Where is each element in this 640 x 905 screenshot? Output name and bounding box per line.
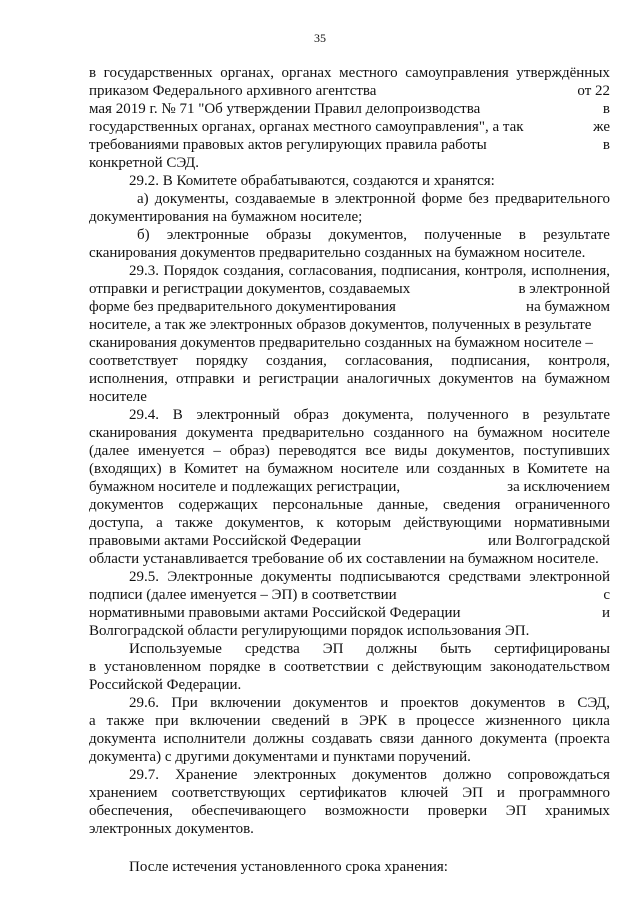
text-segment: также — [175, 515, 213, 531]
text-line — [89, 82, 610, 100]
text-segment: (проекта — [554, 731, 610, 747]
text-segment: местного — [339, 65, 398, 81]
text-segment: документов — [470, 695, 546, 711]
text-segment: в — [169, 461, 177, 477]
text-segment: мая 2019 г. № 71 "Об утверждении Правил делопроизводства — [89, 101, 481, 117]
text-segment: бумажном — [477, 425, 543, 441]
text-segment: 29.5. — [129, 569, 159, 585]
text-line: 29.2. В Комитете обрабатываются, создаются и хранятся: — [129, 173, 495, 189]
text-segment: на — [595, 461, 610, 477]
text-segment: Комитете — [527, 461, 588, 477]
text-segment: (входящих) — [89, 461, 162, 477]
text-segment: переводятся — [278, 443, 357, 459]
text-segment: связи — [379, 731, 415, 747]
text-segment: носителе — [551, 425, 610, 441]
text-segment: и — [601, 605, 610, 621]
text-segment: государственных — [103, 65, 213, 81]
text-segment: контроля, — [464, 263, 527, 279]
text-segment: и — [380, 695, 389, 711]
text-segment: на — [453, 425, 469, 441]
text-segment: возможности — [324, 803, 410, 819]
text-segment: созданного — [373, 425, 445, 441]
text-segment: При — [171, 695, 198, 711]
text-line — [89, 100, 610, 118]
text-segment: быть — [440, 641, 472, 657]
text-line — [89, 352, 610, 370]
text-line: документирования на бумажном носителе; — [89, 209, 363, 225]
text-segment: и — [496, 785, 505, 801]
text-line — [89, 496, 610, 514]
text-segment: данные, — [377, 497, 429, 513]
text-segment: при — [155, 713, 179, 729]
text-segment: электронные — [166, 227, 249, 243]
text-segment: действующими — [403, 515, 502, 531]
text-segment: ЭП — [462, 785, 483, 801]
text-segment: В — [172, 407, 183, 423]
text-segment: или — [406, 461, 430, 477]
text-segment: создания, — [223, 263, 285, 279]
text-segment: документа, — [342, 407, 414, 423]
text-line — [89, 712, 610, 730]
text-segment: сертификатов — [299, 785, 387, 801]
text-line — [89, 118, 610, 136]
text-segment: на бумажном — [526, 299, 610, 315]
text-line — [129, 262, 610, 280]
text-segment: обеспечения, — [89, 803, 173, 819]
text-segment: документов — [293, 695, 368, 711]
text-segment: Комитет — [183, 461, 238, 477]
text-line — [89, 298, 610, 316]
page-number: 35 — [314, 31, 326, 45]
text-line — [89, 370, 610, 388]
text-segment: сканирования — [89, 425, 177, 441]
text-segment: документы, — [154, 191, 229, 207]
text-segment: документов — [89, 497, 164, 513]
text-segment: в — [602, 101, 610, 117]
text-line: сканирования документов предварительно созданных на бумажном носителе – — [89, 335, 593, 351]
text-segment: контроля, — [548, 353, 610, 369]
text-segment: – — [213, 443, 221, 459]
text-segment: электронной — [529, 569, 610, 585]
text-segment: хранением — [89, 785, 158, 801]
text-segment: в — [268, 659, 276, 675]
text-line — [137, 226, 610, 244]
text-segment: предварительно — [262, 425, 365, 441]
text-segment: нормативными правовыми актами Российской Федерации — [89, 605, 461, 621]
text-segment: правовыми актами Российской Федерации — [89, 533, 362, 549]
text-line: сканирования документов предварительно созданных на бумажном носителе. — [89, 245, 586, 261]
text-line: носителе — [89, 389, 147, 405]
text-segment: в — [518, 227, 526, 243]
text-segment: ЭП — [322, 641, 344, 657]
text-segment: образы — [266, 227, 312, 243]
text-segment: от 22 — [577, 83, 610, 99]
text-segment: приказом Федерального архивного агентства — [89, 83, 377, 99]
text-segment: аналогичных — [346, 371, 431, 387]
text-segment: хранимых — [545, 803, 610, 819]
text-segment: должны — [366, 641, 418, 657]
text-segment: которым — [336, 515, 392, 531]
text-segment: создаваемые — [235, 191, 316, 207]
text-segment: именуется — [138, 443, 205, 459]
text-line: области устанавливается требование об их составлении на бумажном носителе. — [89, 551, 599, 567]
text-segment: документы — [261, 569, 332, 585]
text-segment: созданных — [437, 461, 506, 477]
text-segment: документов — [438, 371, 514, 387]
text-segment: законодательством — [489, 659, 610, 675]
text-line — [89, 442, 610, 460]
text-line: документа) с другими документами и пунктами поручений. — [89, 749, 471, 765]
text-segment: электронной — [334, 191, 416, 207]
text-segment: образ) — [229, 443, 270, 459]
text-segment: включении — [189, 713, 261, 729]
text-segment: б) — [137, 227, 150, 243]
text-segment: подписи (далее именуется – ЭП) в соответствии — [89, 587, 397, 603]
text-segment: поступивших — [523, 443, 610, 459]
text-segment: включении — [210, 695, 281, 711]
text-line — [89, 604, 610, 622]
text-segment: жизненного — [485, 713, 562, 729]
text-segment: результате — [543, 407, 610, 423]
text-segment: виды — [394, 443, 428, 459]
text-segment: Порядок — [163, 263, 219, 279]
text-segment: документа — [186, 425, 254, 441]
text-segment: отправки и регистрации документов, создаваемых — [89, 281, 411, 297]
text-line: электронных документов. — [89, 821, 254, 837]
text-segment: нормативными — [514, 515, 610, 531]
text-segment: все — [365, 443, 386, 459]
text-segment: с — [376, 659, 384, 675]
text-segment: или Волгоградской — [487, 533, 610, 549]
text-segment: документов, — [225, 515, 304, 531]
text-segment: в — [321, 191, 329, 207]
text-segment: требованиями правовых актов регулирующих правила работы — [89, 137, 487, 153]
text-segment: процессе — [416, 713, 475, 729]
text-segment: государственных органах, органах местного самоуправления", а так — [89, 119, 524, 135]
text-segment: полученного — [427, 407, 509, 423]
text-line — [89, 424, 610, 442]
text-segment: 29.3. — [129, 263, 159, 279]
text-segment: бумажном носителе и подлежащих регистрации, — [89, 479, 401, 495]
text-segment: предварительного — [494, 191, 610, 207]
text-segment: в — [340, 713, 349, 729]
text-line — [89, 478, 610, 496]
text-segment: доступа, — [89, 515, 144, 531]
text-line: конкретной СЭД. — [89, 155, 199, 171]
text-segment: содержащих — [178, 497, 258, 513]
text-segment: Используемые — [129, 641, 222, 657]
text-segment: бумажном — [267, 461, 334, 477]
text-segment: образ — [293, 407, 329, 423]
text-segment: документов, — [328, 227, 408, 243]
text-segment: средствами — [448, 569, 521, 585]
text-segment: СЭД, — [577, 695, 610, 711]
text-segment: соответствует — [89, 353, 178, 369]
text-segment: в — [602, 137, 610, 153]
text-segment: ЭП — [505, 803, 527, 819]
text-segment: в — [89, 659, 97, 675]
text-segment: к — [316, 515, 324, 531]
text-line — [89, 460, 610, 478]
text-segment: действующим — [391, 659, 482, 675]
text-segment: в электронной — [518, 281, 610, 297]
text-segment: результате — [543, 227, 610, 243]
text-segment: отправки — [176, 371, 235, 387]
text-segment: регистрации — [258, 371, 339, 387]
text-segment: документа — [89, 731, 157, 747]
text-segment: сведений — [271, 713, 330, 729]
text-segment: документов, — [436, 443, 515, 459]
text-segment: утверждённых — [516, 65, 610, 81]
text-segment: сертифицированы — [494, 641, 610, 657]
text-segment: ЭРК — [359, 713, 388, 729]
text-line — [89, 586, 610, 604]
text-segment: подписания, — [451, 353, 531, 369]
text-segment: подписания, — [381, 263, 461, 279]
text-line — [89, 514, 610, 532]
text-segment: с — [603, 587, 610, 603]
text-segment: средства — [244, 641, 300, 657]
text-segment: органах — [281, 65, 332, 81]
text-segment: (далее — [89, 443, 130, 459]
text-segment: проверки — [427, 803, 488, 819]
text-segment: носителе — [340, 461, 399, 477]
text-segment: ограниченного — [515, 497, 610, 513]
text-segment: в — [557, 695, 565, 711]
text-line: Волгоградской области регулирующими порядок использования ЭП. — [89, 623, 530, 639]
text-line — [89, 802, 610, 820]
text-segment: программного — [518, 785, 610, 801]
text-segment: полученные — [424, 227, 502, 243]
text-segment: же — [593, 119, 610, 135]
text-segment: исполнители — [163, 731, 246, 747]
text-segment: Хранение — [175, 767, 238, 783]
text-segment: в — [398, 713, 406, 729]
text-segment: документа — [480, 731, 548, 747]
text-segment: сопровождаться — [507, 767, 610, 783]
text-segment: цикла — [572, 713, 610, 729]
text-line — [129, 640, 610, 658]
text-line — [89, 532, 610, 550]
text-segment: 29.6. — [129, 695, 159, 711]
text-segment: в — [522, 407, 530, 423]
text-line — [89, 280, 610, 298]
text-line: После истечения установленного срока хранения: — [129, 859, 448, 875]
text-segment: на — [521, 371, 537, 387]
text-segment: исполнения, — [531, 263, 610, 279]
text-segment: Электронные — [167, 569, 253, 585]
text-line — [137, 190, 610, 208]
text-segment: 29.7. — [129, 767, 159, 783]
text-line — [129, 406, 610, 424]
text-line — [89, 784, 610, 802]
text-segment: органах, — [220, 65, 274, 81]
text-segment: обеспечивающего — [191, 803, 307, 819]
text-segment: в — [512, 461, 520, 477]
text-line — [129, 694, 610, 712]
text-segment: форме без предварительного документирования — [89, 299, 396, 315]
text-segment: согласования, — [344, 353, 434, 369]
text-segment: данного — [421, 731, 473, 747]
text-line — [89, 64, 610, 82]
text-segment: персональные — [272, 497, 363, 513]
text-segment: а) — [137, 191, 149, 207]
text-segment: соответствующих — [171, 785, 286, 801]
text-segment: форме — [421, 191, 463, 207]
text-segment: за исключением — [507, 479, 610, 495]
text-segment: ключей — [400, 785, 449, 801]
text-segment: на — [245, 461, 260, 477]
text-segment: установленном — [104, 659, 202, 675]
text-segment: в — [89, 65, 97, 81]
text-segment: должно — [443, 767, 492, 783]
text-segment: и — [242, 371, 251, 387]
text-segment: согласования, — [288, 263, 377, 279]
text-segment: проектов — [400, 695, 459, 711]
text-segment: должны — [253, 731, 305, 747]
text-line — [89, 658, 610, 676]
text-segment: подписываются — [339, 569, 441, 585]
text-segment: порядке — [209, 659, 261, 675]
text-segment: самоуправления — [405, 65, 509, 81]
text-segment: 29.4. — [129, 407, 159, 423]
text-segment: соответствии — [284, 659, 369, 675]
text-line: носителе, а так же электронных образов документов, полученных в результате — [89, 317, 592, 333]
text-segment: создавать — [311, 731, 373, 747]
text-segment: исполнения, — [89, 371, 168, 387]
text-segment: сведения — [443, 497, 501, 513]
text-segment: без — [468, 191, 489, 207]
text-segment: а — [89, 713, 96, 729]
text-line: Российской Федерации. — [89, 677, 242, 693]
text-segment: электронный — [196, 407, 280, 423]
text-segment: создания, — [266, 353, 327, 369]
text-line — [89, 136, 610, 154]
text-line — [129, 568, 610, 586]
text-segment: порядку — [195, 353, 248, 369]
text-segment: документов — [352, 767, 427, 783]
text-segment: электронных — [253, 767, 337, 783]
text-segment: а — [156, 515, 163, 531]
text-segment: также — [106, 713, 145, 729]
text-segment: бумажном — [544, 371, 610, 387]
text-line — [129, 766, 610, 784]
text-line — [89, 730, 610, 748]
